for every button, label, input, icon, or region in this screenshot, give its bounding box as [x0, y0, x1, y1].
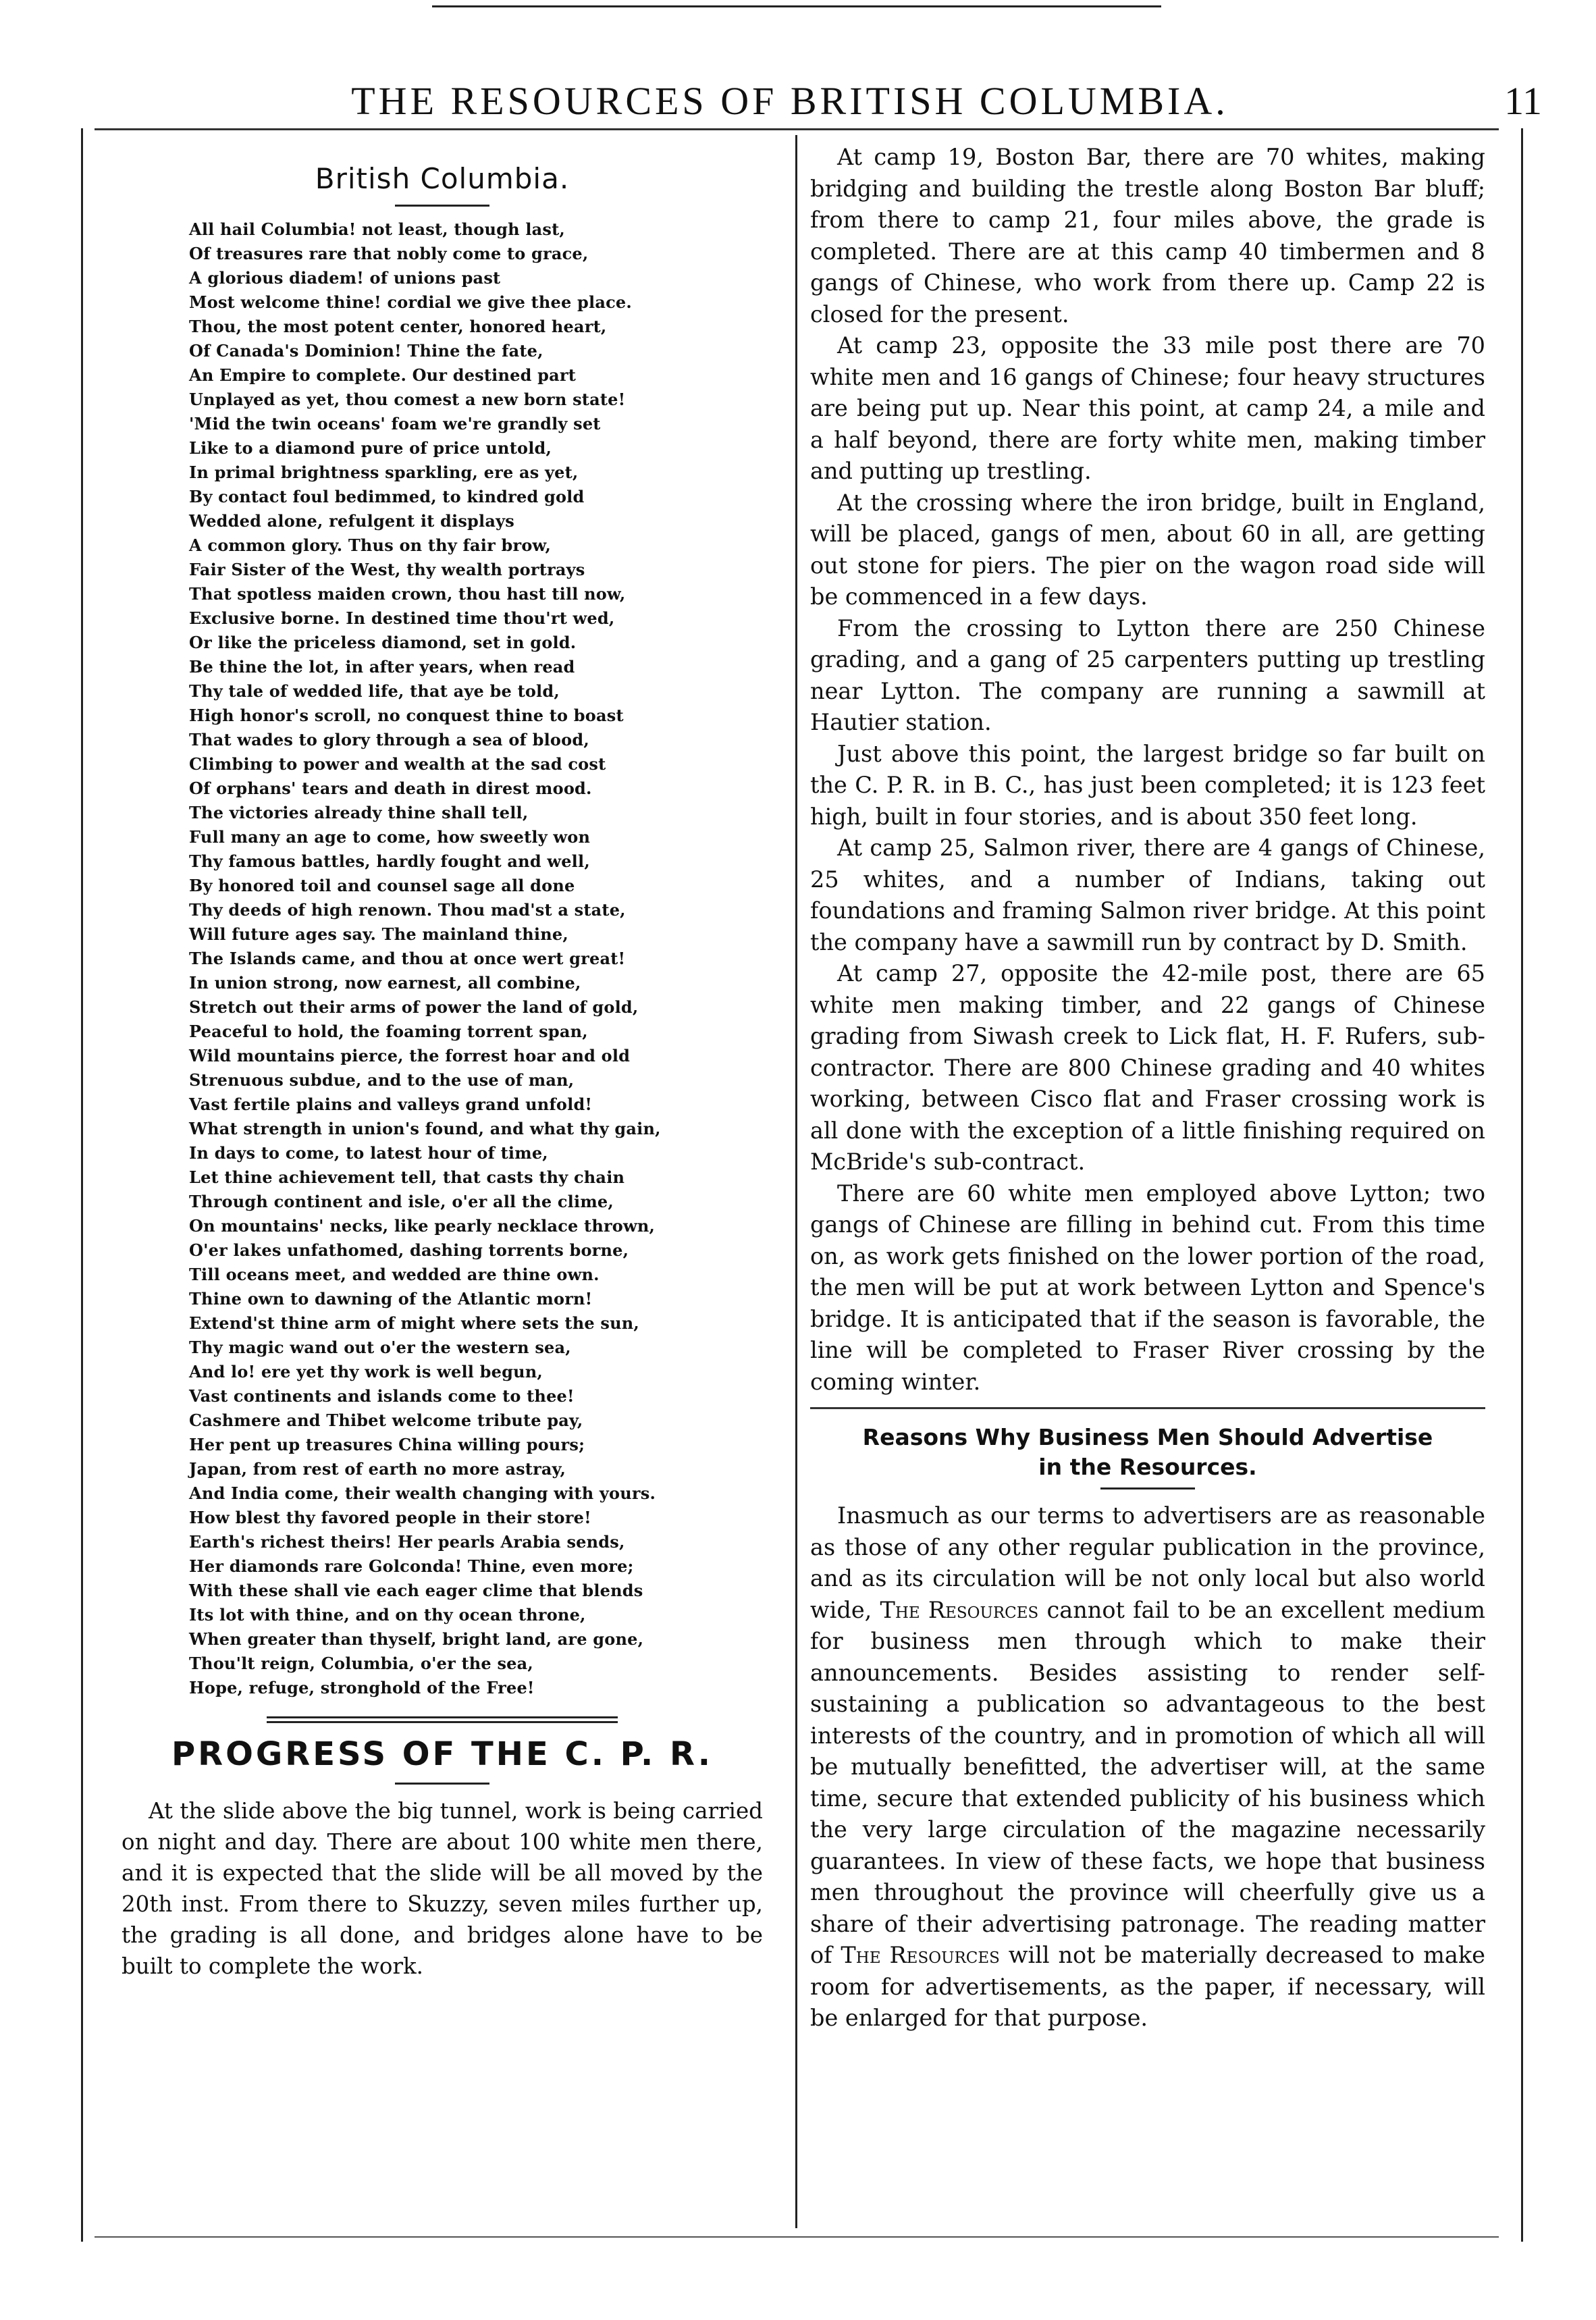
poem-line: Most welcome thine! cordial we give thee place. [189, 292, 632, 312]
cpr-paragraph-4: From the crossing to Lytton there are 250 Chinese grading, and a gang of 25 carpenters putting up trestling near Lytton. The company are running a sawmill at Hautier station. [810, 614, 1485, 735]
poem-line: Stretch out their arms of power the land of gold, [189, 997, 639, 1017]
advertise-section-title [810, 1423, 1485, 1482]
poem-line: Exclusive borne. In destined time thou'rt wed, [189, 608, 615, 628]
poem-line: Her pent up treasures China willing pours; [189, 1435, 585, 1454]
poem-line: Thy tale of wedded life, that aye be told, [189, 681, 560, 701]
poem-line: Thine own to dawning of the Atlantic morn! [189, 1289, 593, 1309]
poem-line: Earth's richest theirs! Her pearls Arabia sends, [189, 1532, 625, 1552]
cpr-section-title: PROGRESS OF THE C. P. R. [171, 1735, 714, 1773]
cpr-paragraph-7: At camp 27, opposite the 42-mile post, there are 65 white men making timber, and 22 gangs of Chinese grading from Siwash creek to Lick flat, H. F. Rufers, sub-contractor. There are 800 Chinese grading and 40 whites working, between Cisco flat and Fraser crossing work is all done with the exception of a little finishing required on McBride's sub-contract. [810, 960, 1485, 1175]
poem-line: Thou'lt reign, Columbia, o'er the sea, [189, 1654, 533, 1673]
poem-line: And lo! ere yet thy work is well begun, [189, 1362, 543, 1381]
poem-title-rule [395, 205, 489, 207]
poem-line: Japan, from rest of earth no more astray, [189, 1459, 566, 1479]
advertise-title-line-2: in the Resources. [1038, 1454, 1257, 1480]
right-column [810, 142, 1485, 2034]
poem-line: Vast continents and islands come to thee! [189, 1386, 575, 1406]
cpr-paragraph-5: Just above this point, the largest bridge so far built on the C. P. R. in B. C., has just been completed; it is 123 feet high, built in four stories, and is about 350 feet long. [810, 740, 1485, 830]
poem-line: Or like the priceless diamond, set in gold. [189, 633, 577, 652]
poem-line: What strength in union's found, and what thy gain, [189, 1119, 661, 1138]
advertise-text-b: cannot fail to be an excellent medium for business men through which to make their announcements. Besides assisting to render self-sustaining a publication so advantageous to the best interests of the country, and in promotion of which all will be mutually benefitted, the advertiser will, at the same time, secure that extended publicity of his business which the very large circulation of the magazine necessarily guarantees. In view of these facts, we hope that business men throughout the province will cheerfully give us a share of their advertising patronage. The reading matter of [810, 1596, 1485, 1968]
poem-line: Fair Sister of the West, thy wealth portrays [189, 560, 585, 579]
poem-line: An Empire to complete. Our destined part [189, 365, 577, 385]
poem-line: Thy famous battles, hardly fought and well, [189, 851, 590, 871]
poem-line: Be thine the lot, in after years, when read [189, 657, 575, 677]
poem-line: Peaceful to hold, the foaming torrent span, [189, 1022, 588, 1041]
poem-line: That wades to glory through a sea of blood, [189, 730, 589, 749]
poem-line: In primal brightness sparkling, ere as yet, [189, 463, 579, 482]
advertise-title-line-1: Reasons Why Business Men Should Advertise [862, 1424, 1433, 1450]
poem-line: In days to come, to latest hour of time, [189, 1143, 548, 1163]
poem-line: Thy deeds of high renown. Thou mad'st a state, [189, 900, 626, 920]
poem-line: High honor's scroll, no conquest thine to boast [189, 706, 624, 725]
poem-line: Till oceans meet, and wedded are thine own. [189, 1265, 600, 1284]
poem-line: Hope, refuge, stronghold of the Free! [189, 1678, 535, 1697]
poem-line: Wedded alone, refulgent it displays [189, 511, 514, 531]
poem-line: In union strong, now earnest, all combine, [189, 973, 581, 993]
left-column [122, 142, 763, 1982]
poem-line: With these shall vie each eager clime that blends [189, 1581, 643, 1600]
poem-line: Thy magic wand out o'er the western sea, [189, 1338, 571, 1357]
poem-line: Vast fertile plains and valleys grand unfold! [189, 1095, 593, 1114]
cpr-paragraph-1: At camp 19, Boston Bar, there are 70 whites, making bridging and building the trestle along Boston Bar bluff; from there to camp 21, four miles above, the grade is completed. There are at this camp 40 timbermen and 8 gangs of Chinese, who work from there up. Camp 22 is closed for the present. [810, 144, 1485, 327]
section-double-rule [267, 1716, 618, 1723]
poem-line: Cashmere and Thibet welcome tribute pay, [189, 1411, 583, 1430]
poem-line: Thou, the most potent center, honored heart, [189, 317, 607, 336]
poem [122, 217, 763, 1700]
poem-line: Like to a diamond pure of price untold, [189, 438, 552, 458]
frame-top-rule [95, 128, 1499, 130]
poem-line: Of treasures rare that nobly come to grace, [189, 244, 589, 263]
poem-line: Wild mountains pierce, the forrest hoar and old [189, 1046, 631, 1065]
poem-line: A glorious diadem! of unions past [189, 268, 501, 288]
section-rule [810, 1407, 1485, 1409]
resources-smallcaps-2: The Resources [841, 1942, 1000, 1968]
poem-line: All hail Columbia! not least, though last, [189, 219, 565, 239]
poem-line: Her diamonds rare Golconda! Thine, even more; [189, 1556, 634, 1576]
poem-line: Its lot with thine, and on thy ocean throne, [189, 1605, 586, 1625]
running-head [0, 74, 1596, 135]
poem-line: Let thine achievement tell, that casts thy chain [189, 1167, 625, 1187]
poem-line: Through continent and isle, o'er all the clime, [189, 1192, 614, 1211]
cpr-paragraph: At the slide above the big tunnel, work is being carried on night and day. There are about 100 white men there, and it is expected that the slide will be all moved by the 20th inst. From there to Skuzzy, seven miles further up, the grading is all done, and bridges alone have to be built to complete the work. [122, 1798, 763, 1979]
advertise-text-c: will not be materially decreased to make room for advertisements, as the paper, if necessary, will be enlarged for that purpose. [810, 1942, 1485, 2031]
poem-line: That spotless maiden crown, thou hast till now, [189, 584, 626, 604]
poem-line: A common glory. Thus on thy fair brow, [189, 535, 552, 555]
cpr-paragraph-2: At camp 23, opposite the 33 mile post there are 70 white men and 16 gangs of Chinese; four heavy structures are being put up. Near this point, at camp 24, a mile and a half beyond, there are forty white men, making timber and putting up trestling. [810, 332, 1485, 484]
poem-line: The Islands came, and thou at once wert great! [189, 949, 626, 968]
cpr-paragraph-6: At camp 25, Salmon river, there are 4 gangs of Chinese, 25 whites, and a number of Indians, taking out foundations and framing Salmon river bridge. At this point the company have a sawmill run by contract by D. Smith. [810, 835, 1485, 955]
poem-line: On mountains' necks, like pearly necklace thrown, [189, 1216, 656, 1236]
poem-line: Climbing to power and wealth at the sad cost [189, 754, 606, 774]
page-number: 11 [1504, 79, 1542, 123]
poem-line: And India come, their wealth changing with yours. [189, 1483, 656, 1503]
poem-line: Extend'st thine arm of might where sets the sun, [189, 1313, 639, 1333]
poem-line: Will future ages say. The mainland thine, [189, 924, 568, 944]
top-rule [432, 5, 1161, 7]
cpr-paragraph-8: There are 60 white men employed above Lytton; two gangs of Chinese are filling in behind cut. From this time on, as work gets finished on the lower portion of the road, the men will be put at work between Lytton and Spence's bridge. It is anticipated that if the season is favorable, the line will be completed to Fraser River crossing by the coming winter. [810, 1180, 1485, 1395]
poem-line: O'er lakes unfathomed, dashing torrents borne, [189, 1240, 629, 1260]
poem-line: Of orphans' tears and death in direst mood. [189, 779, 592, 798]
poem-line: Unplayed as yet, thou comest a new born state! [189, 390, 626, 409]
frame-bottom-rule [95, 2236, 1499, 2238]
advertise-text-a: Inasmuch as our terms to advertisers are as reasonable as those of any other regular publication in the province, and as its circulation will be not only local but also world wide, [810, 1502, 1485, 1623]
cpr-title-rule [395, 1783, 489, 1785]
column-divider [795, 135, 797, 2228]
poem-title: British Columbia. [315, 162, 570, 195]
poem-line: By contact foul bedimmed, to kindred gold [189, 487, 585, 506]
resources-smallcaps-1: The Resources [880, 1596, 1039, 1623]
cpr-continued [810, 142, 1485, 1398]
poem-line: By honored toil and counsel sage all done [189, 876, 575, 895]
poem-line: How blest thy favored people in their store! [189, 1508, 591, 1527]
advertise-paragraph [810, 1500, 1485, 2034]
running-title: THE RESOURCES OF BRITISH COLUMBIA. [351, 79, 1229, 123]
poem-line: The victories already thine shall tell, [189, 803, 529, 822]
poem-line: Full many an age to come, how sweetly won [189, 827, 591, 847]
advertise-title-rule [1100, 1487, 1195, 1489]
poem-line: 'Mid the twin oceans' foam we're grandly set [189, 414, 601, 433]
cpr-paragraph-3: At the crossing where the iron bridge, built in England, will be placed, gangs of men, about 60 in all, are getting out stone for piers. The pier on the wagon road side will be commenced in a few days. [810, 489, 1485, 610]
poem-line: Strenuous subdue, and to the use of man, [189, 1070, 575, 1090]
poem-line: Of Canada's Dominion! Thine the fate, [189, 341, 543, 361]
poem-line: When greater than thyself, bright land, are gone, [189, 1629, 644, 1649]
